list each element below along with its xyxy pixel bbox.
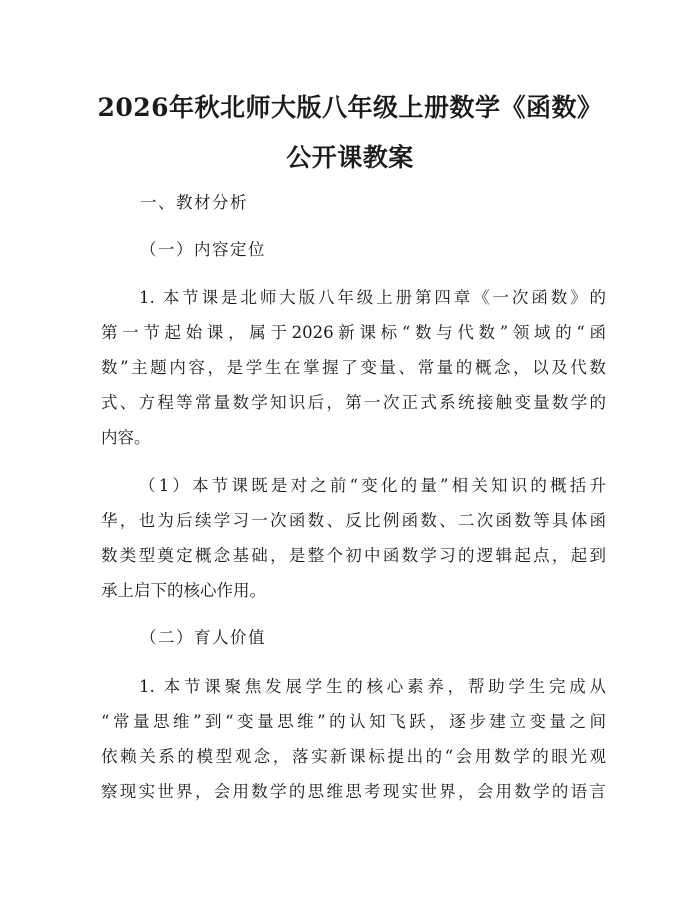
paragraph-2-line-4: 承上启下的核心作用。: [101, 581, 266, 600]
paragraph-2-line-3: 数类型奠定概念基础，是整个初中函数学习的逻辑起点，起到: [101, 546, 606, 565]
subsection-heading-content-positioning: （一）内容定位: [140, 240, 266, 259]
paragraph-2-line-2: 华，也为后续学习一次函数、反比例函数、二次函数等具体函: [101, 511, 606, 530]
document-title-line-1: 2026年秋北师大版八年级上册数学《函数》: [97, 93, 603, 122]
paragraph-2-line-1: （1）本节课既是对之前“变化的量”相关知识的概括升: [139, 476, 606, 495]
paragraph-1-line-3: 数”主题内容，是学生在掌握了变量、常量的概念，以及代数: [101, 358, 606, 377]
paragraph-1-line-2: 第一节起始课，属于2026新课标“数与代数”领域的“函: [101, 323, 606, 342]
paragraph-1-line-4: 式、方程等常量数学知识后，第一次正式系统接触变量数学的: [101, 393, 606, 412]
paragraph-3-line-4: 察现实世界，会用数学的思维思考现实世界，会用数学的语言: [101, 782, 606, 801]
subsection-heading-educational-value: （二）育人价值: [140, 628, 266, 647]
paragraph-1-line-5: 内容。: [101, 428, 151, 447]
paragraph-1-line-1: 1. 本节课是北师大版八年级上册第四章《一次函数》的: [139, 288, 606, 307]
section-heading-textbook-analysis: 一、教材分析: [140, 193, 248, 212]
paragraph-3-line-1: 1. 本节课聚焦发展学生的核心素养，帮助学生完成从: [139, 677, 606, 696]
paragraph-3-line-2: “常量思维”到“变量思维”的认知飞跃，逐步建立变量之间: [101, 712, 606, 731]
document-title-line-2: 公开课教案: [286, 143, 414, 172]
paragraph-3-line-3: 依赖关系的模型观念，落实新课标提出的“会用数学的眼光观: [101, 747, 606, 766]
